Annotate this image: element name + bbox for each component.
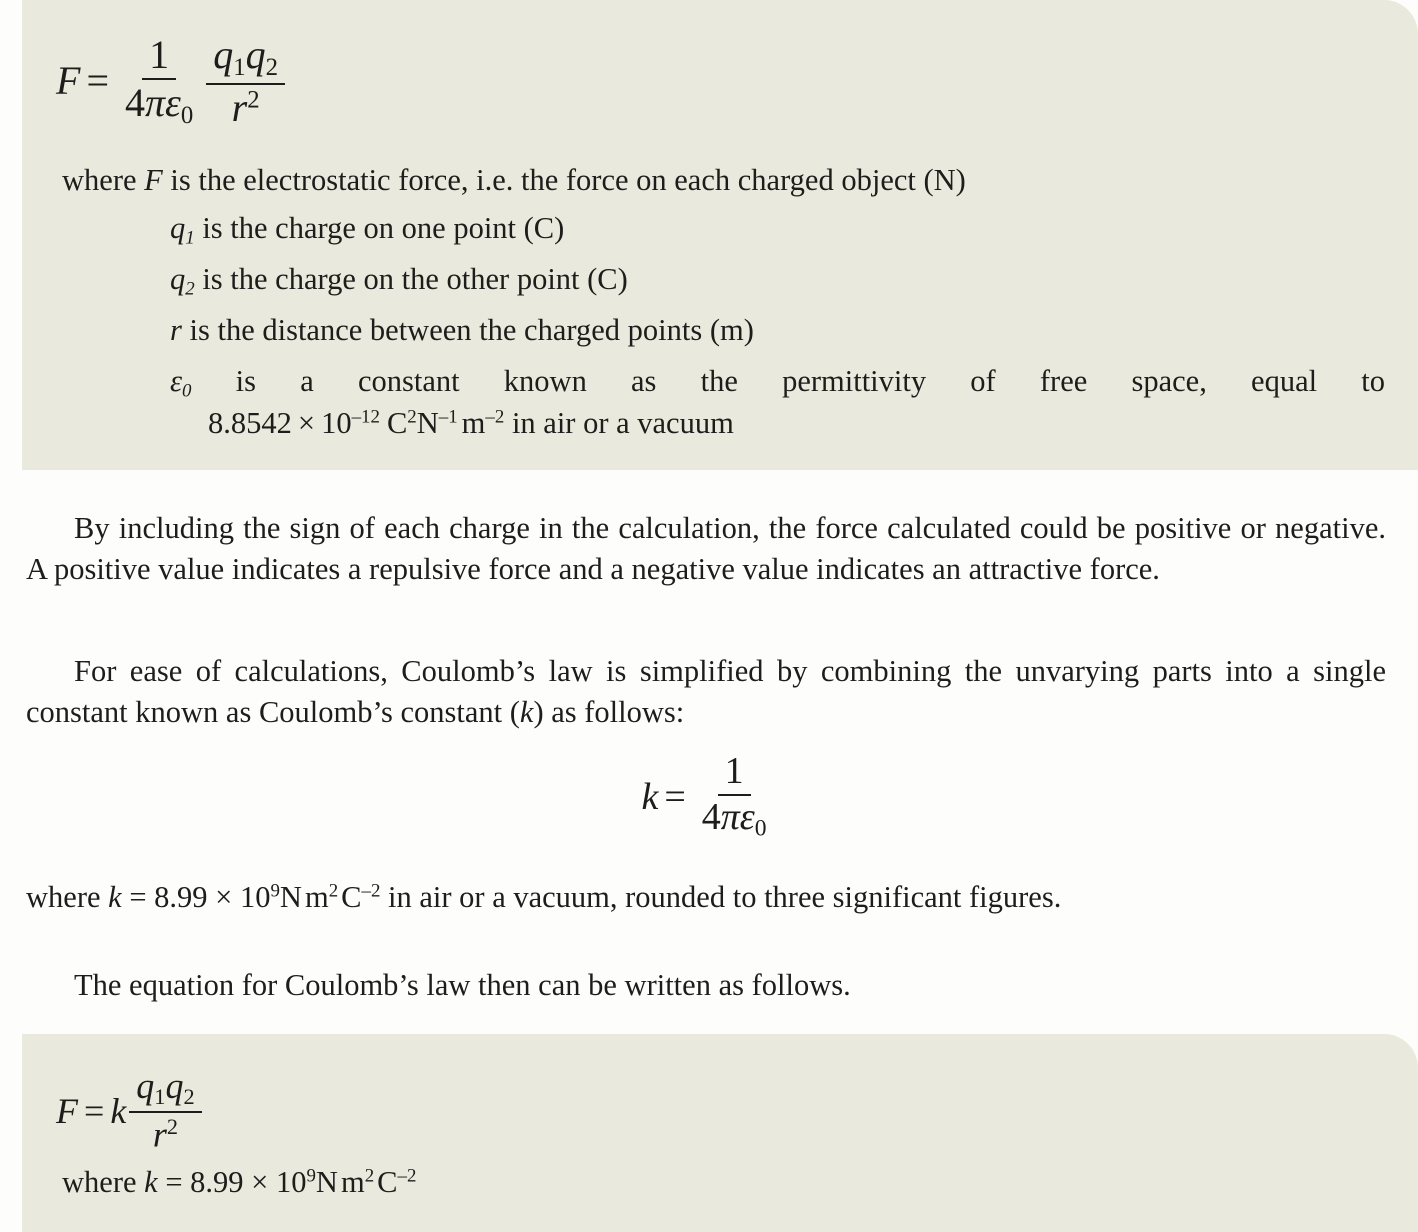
symbol-q2-letter: q (170, 262, 186, 296)
where-k-unit-metre-exponent: 2 (328, 880, 339, 902)
formula-coulombs-constant (0, 752, 1418, 841)
simplified-r-exponent: 2 (166, 1113, 179, 1139)
fraction-denominator-r-squared (225, 85, 267, 129)
simplified-fraction-numerator (129, 1068, 201, 1113)
definition-r (170, 310, 1390, 351)
fraction-q1q2-over-r-squared (206, 34, 285, 129)
fraction-one-over-four-pi-epsilon (118, 34, 200, 129)
simplified-r-symbol: r (152, 1113, 167, 1154)
definition-q2 (170, 259, 1390, 301)
paragraph-2-text-part2: ) as follows: (533, 694, 685, 729)
multiplication-sign: × (297, 406, 316, 440)
formula-coulombs-law-full (56, 34, 288, 129)
k-equation-equals: = (664, 775, 686, 818)
panel-bottom-unit-metre: m (340, 1165, 365, 1199)
where-k-exponent: 9 (270, 880, 280, 902)
symbol-q2 (170, 262, 195, 300)
simplified-equals: = (84, 1090, 105, 1131)
k-fraction (695, 752, 774, 841)
where-k-unit-metre: m (304, 880, 329, 914)
simplified-q2-subscript: 2 (183, 1084, 195, 1110)
symbol-k: k (108, 880, 122, 914)
where-k-base: 10 (232, 880, 271, 914)
panel-bottom-unit-metre-exponent: 2 (364, 1165, 375, 1187)
unit-coulomb: C (386, 406, 408, 440)
where-k-label: where (26, 880, 109, 914)
where-k-unit-coulomb-exponent: –2 (361, 880, 381, 902)
permittivity-tail: in air or a vacuum (504, 406, 734, 440)
symbol-k-inline: k (519, 694, 534, 729)
charge-q1-subscript: 1 (233, 53, 246, 81)
unit-metre: m (461, 406, 486, 440)
simplified-q2-symbol: q (165, 1066, 184, 1106)
symbol-q1-letter: q (170, 211, 186, 245)
panel-bottom-equals: = (157, 1165, 191, 1199)
fraction-denominator-four-pi-epsilon (118, 80, 200, 129)
panel-bottom-exponent: 9 (306, 1165, 316, 1187)
simplified-fraction (129, 1068, 201, 1154)
k-equation-lhs: k (641, 775, 659, 818)
k-denominator-coefficient: 4 (701, 795, 721, 838)
charge-q1-symbol: q (213, 32, 234, 77)
charge-q2-subscript: 2 (265, 53, 279, 81)
panel-bottom-mantissa: 8.99 (190, 1165, 252, 1199)
charge-q2-symbol: q (245, 32, 266, 77)
pi-symbol: π (145, 80, 166, 125)
formula-lhs-F: F (56, 58, 81, 104)
definition-q1 (170, 208, 1390, 250)
symbol-epsilon-letter: ε (170, 364, 183, 398)
permittivity-value-line (208, 403, 1388, 444)
panel-bottom-unit-coulomb-exponent: –2 (397, 1165, 417, 1187)
fraction-numerator-one: 1 (142, 34, 176, 80)
k-fraction-denominator (695, 796, 774, 841)
symbol-q1-subscript: 1 (185, 227, 195, 249)
paragraph-equation-intro: The equation for Coulomb’s law then can be written as follows. (74, 968, 851, 1002)
panel-bottom-base: 10 (268, 1165, 307, 1199)
definition-q1-text: is the charge on one point (C) (194, 211, 565, 245)
k-epsilon-symbol: ε (739, 795, 755, 838)
k-fraction-numerator: 1 (718, 752, 751, 796)
fraction-numerator-q1q2 (206, 34, 285, 85)
simplified-fraction-denominator (146, 1113, 185, 1154)
simplified-q1-symbol: q (136, 1066, 155, 1106)
where-k-equals: = (121, 880, 155, 914)
symbol-q2-subscript: 2 (185, 278, 195, 300)
definition-r-text: is the distance between the charged points (m) (181, 313, 754, 347)
definition-q2-text: is the charge on the other point (C) (194, 262, 628, 296)
panel-bottom-times: × (251, 1165, 269, 1199)
permittivity-mantissa: 8.8542 (208, 406, 292, 440)
definition-epsilon-text: is a constant known as the permittivity of free space, equal to (191, 364, 1385, 398)
distance-r-symbol: r (231, 84, 248, 130)
symbol-r: r (170, 313, 182, 347)
where-label: where (62, 163, 145, 197)
simplified-q1-subscript: 1 (154, 1084, 166, 1110)
paragraph-force-sign: By including the sign of each charge in the calculation, the force calculated could be positive or negative. A positive value indicates a repulsive force and a negative value indicates an attractive force. (26, 511, 1386, 586)
simplified-lhs-F: F (56, 1090, 78, 1131)
where-k-mantissa: 8.99 (154, 880, 216, 914)
where-k-unit-coulomb: C (341, 880, 362, 914)
k-epsilon-subscript: 0 (754, 815, 767, 842)
where-k-tail: in air or a vacuum, rounded to three significant figures. (380, 880, 1062, 914)
k-pi-symbol: π (720, 795, 740, 838)
symbol-epsilon-zero (170, 364, 192, 402)
epsilon-subscript: 0 (180, 101, 194, 129)
epsilon-symbol: ε (165, 80, 181, 125)
simplified-k-symbol: k (110, 1090, 127, 1131)
permittivity-exponent: –12 (351, 406, 380, 428)
panel-bottom-unit-coulomb: C (377, 1165, 398, 1199)
unit-metre-exponent: –2 (485, 406, 505, 428)
symbol-epsilon-subscript: 0 (182, 380, 192, 402)
formula-equals: = (86, 58, 109, 104)
formula-coulombs-law-simplified (56, 1068, 205, 1154)
paragraph-coulombs-constant (26, 651, 1386, 732)
definition-F-text: is the electrostatic force, i.e. the force on each charged object (N) (162, 163, 966, 197)
panel-bottom-where-k (62, 1162, 1362, 1203)
unit-newton: N (416, 406, 439, 440)
symbol-F: F (144, 163, 163, 197)
unit-newton-exponent: –1 (438, 406, 458, 428)
symbol-q1 (170, 211, 195, 249)
unit-coulomb-exponent: 2 (407, 406, 417, 428)
denominator-coefficient: 4 (125, 80, 145, 125)
paragraph-where-k-value (26, 877, 1386, 918)
panel-bottom-unit-newton: N (315, 1165, 338, 1199)
panel-bottom-where-label: where (62, 1165, 145, 1199)
r-exponent: 2 (247, 86, 260, 114)
where-k-times: × (215, 880, 233, 914)
paragraph-2-text-part1: For ease of calculations, Coulomb’s law is simplified by combining the unvarying parts into a single constant known as Coulomb’s constant ( (26, 654, 1386, 729)
panel-bottom-symbol-k: k (144, 1165, 158, 1199)
permittivity-base: 10 (321, 406, 352, 440)
definition-where-F (62, 160, 1392, 201)
where-k-unit-newton: N (279, 880, 302, 914)
